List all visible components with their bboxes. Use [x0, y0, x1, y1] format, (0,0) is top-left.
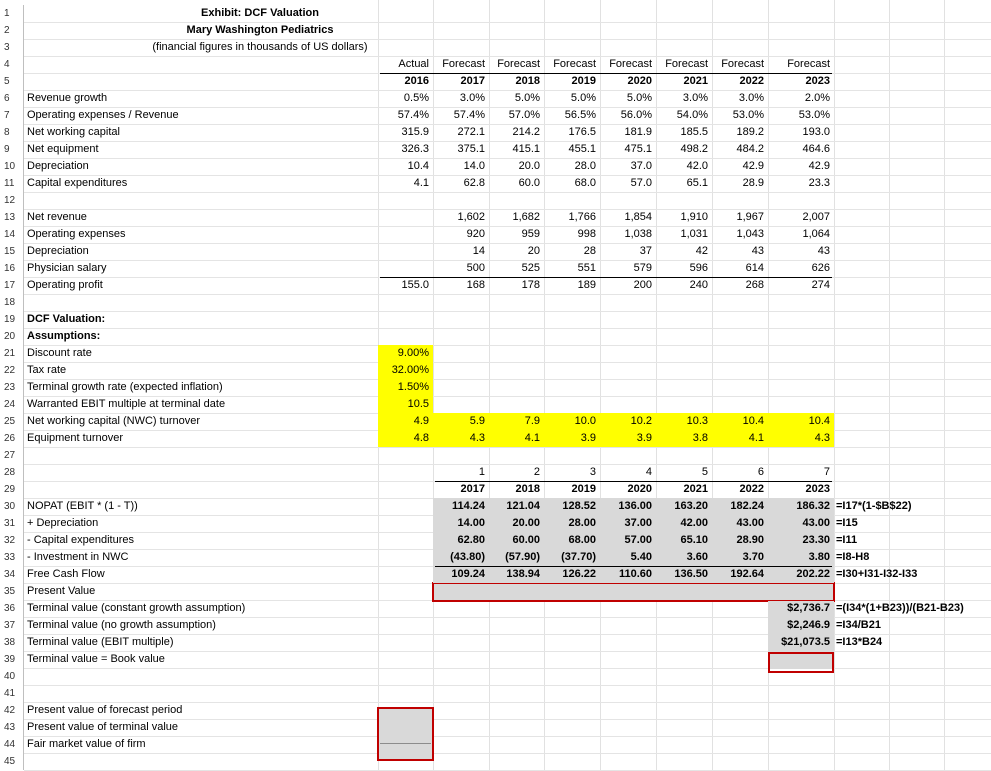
value-cell: 14: [472, 245, 485, 257]
value-cell: 1,031: [680, 228, 708, 240]
value-cell: 475.1: [624, 143, 652, 155]
assumption-input: 32.00%: [391, 364, 429, 376]
value-cell: 3.0%: [682, 92, 708, 104]
row-header[interactable]: 3: [0, 39, 24, 56]
value-cell: 23.3: [808, 177, 830, 189]
row-line: [24, 294, 991, 295]
row-header[interactable]: 11: [0, 175, 24, 192]
value-cell: 551: [577, 262, 596, 274]
turnover-value: 4.9: [413, 415, 429, 427]
value-cell: 1,043: [736, 228, 764, 240]
value-cell: 65.1: [686, 177, 708, 189]
cashflow-label: - Capital expenditures: [27, 534, 135, 546]
value-cell: 2.0%: [804, 92, 830, 104]
summary-label: Present value of forecast period: [27, 704, 183, 716]
formula-note: =I13*B24: [836, 636, 883, 648]
income-label: Physician salary: [27, 262, 107, 274]
terminal-value: $21,073.5: [781, 636, 830, 648]
turnover-value: 4.1: [524, 432, 540, 444]
row-header[interactable]: 29: [0, 481, 24, 498]
terminal-label: Terminal value = Book value: [27, 653, 165, 665]
value-cell: 3.0%: [459, 92, 485, 104]
cashflow-value: 202.22: [796, 568, 830, 580]
row-header[interactable]: 33: [0, 549, 24, 566]
value-cell: 998: [577, 228, 596, 240]
row-header[interactable]: 12: [0, 192, 24, 209]
cashflow-label: - Investment in NWC: [27, 551, 129, 563]
value-cell: 14.0: [463, 160, 485, 172]
row-header[interactable]: 16: [0, 260, 24, 277]
formula-note: =(I34*(1+B23))/(B21-B23): [836, 602, 964, 614]
cashflow-value: (43.80): [450, 551, 485, 563]
income-label: Operating expenses: [27, 228, 126, 240]
subtotal-rule: [380, 277, 832, 278]
value-cell: 498.2: [680, 143, 708, 155]
cashflow-value: 43.00: [736, 517, 764, 529]
value-cell: 42.0: [686, 160, 708, 172]
column-type: Forecast: [553, 58, 596, 70]
value-cell: 272.1: [457, 126, 485, 138]
column-type: Forecast: [721, 58, 764, 70]
column-year: 2019: [571, 75, 596, 87]
value-cell: 500: [466, 262, 485, 274]
row-header[interactable]: 25: [0, 413, 24, 430]
assumption-label: Terminal growth rate (expected inflation): [27, 381, 223, 393]
value-cell: 2,007: [802, 211, 830, 223]
value-cell: 1,766: [568, 211, 596, 223]
cashflow-value: 43.00: [802, 517, 830, 529]
terminal-value: $2,246.9: [787, 619, 830, 631]
cashflow-label: NOPAT (EBIT * (1 - T)): [27, 500, 138, 512]
cashflow-value: 23.30: [802, 534, 830, 546]
value-cell: 54.0%: [676, 109, 708, 121]
cashflow-value: 14.00: [457, 517, 485, 529]
value-cell: 20: [527, 245, 540, 257]
column-year: 2018: [515, 75, 540, 87]
value-cell: 326.3: [401, 143, 429, 155]
row-header[interactable]: 24: [0, 396, 24, 413]
row-line: [24, 685, 991, 686]
period-number: 2: [533, 466, 540, 478]
assumption-input: 1.50%: [397, 381, 429, 393]
row-header[interactable]: 42: [0, 702, 24, 719]
summary-box[interactable]: [377, 707, 434, 761]
turnover-value: 10.4: [808, 415, 830, 427]
cashflow-value: 3.60: [686, 551, 708, 563]
value-cell: 28.0: [574, 160, 596, 172]
value-cell: 415.1: [512, 143, 540, 155]
period-year: 2020: [627, 483, 652, 495]
value-cell: 57.0%: [508, 109, 540, 121]
income-label: Net revenue: [27, 211, 87, 223]
value-cell: 1,854: [624, 211, 652, 223]
turnover-value: 4.1: [748, 432, 764, 444]
input-label: Net equipment: [27, 143, 99, 155]
value-cell: 10.4: [407, 160, 429, 172]
input-label: Revenue growth: [27, 92, 108, 104]
assumptions-heading: Assumptions:: [27, 330, 101, 342]
value-cell: 42: [695, 245, 708, 257]
row-line: [24, 328, 991, 329]
column-type: Forecast: [665, 58, 708, 70]
value-cell: 484.2: [736, 143, 764, 155]
value-cell: 1,682: [512, 211, 540, 223]
value-cell: 28: [583, 245, 596, 257]
value-cell: 176.5: [568, 126, 596, 138]
row-header[interactable]: 38: [0, 634, 24, 651]
period-year: 2021: [683, 483, 708, 495]
row-header[interactable]: 35: [0, 583, 24, 600]
terminal-label: Terminal value (no growth assumption): [27, 619, 216, 631]
cashflow-value: 62.80: [457, 534, 485, 546]
column-type: Forecast: [609, 58, 652, 70]
value-cell: 5.0%: [570, 92, 596, 104]
row-header[interactable]: 22: [0, 362, 24, 379]
cashflow-value: 121.04: [506, 500, 540, 512]
present-value-label: Present Value: [27, 585, 96, 597]
value-cell: 43: [751, 245, 764, 257]
cashflow-value: 136.50: [674, 568, 708, 580]
row-header[interactable]: 44: [0, 736, 24, 753]
row-header[interactable]: 26: [0, 430, 24, 447]
value-cell: 178: [521, 279, 540, 291]
value-cell: 214.2: [512, 126, 540, 138]
value-cell: 0.5%: [403, 92, 429, 104]
assumption-label: Tax rate: [27, 364, 67, 376]
column-type: Forecast: [787, 58, 830, 70]
value-cell: 5.0%: [514, 92, 540, 104]
row-line: [24, 736, 991, 737]
cashflow-value: 60.00: [512, 534, 540, 546]
cashflow-value: (37.70): [561, 551, 596, 563]
row-header[interactable]: 40: [0, 668, 24, 685]
value-cell: 1,910: [680, 211, 708, 223]
row-header[interactable]: 30: [0, 498, 24, 515]
column-type: Forecast: [497, 58, 540, 70]
summary-label: Fair market value of firm: [27, 738, 146, 750]
cashflow-value: 42.00: [680, 517, 708, 529]
column-year: 2016: [404, 75, 429, 87]
formula-note: =I30+I31-I32-I33: [836, 568, 918, 580]
book-value-box[interactable]: [768, 652, 834, 673]
row-line: [24, 345, 991, 346]
value-cell: 53.0%: [732, 109, 764, 121]
value-cell: 4.1: [413, 177, 429, 189]
value-cell: 315.9: [401, 126, 429, 138]
row-header[interactable]: 31: [0, 515, 24, 532]
value-cell: 57.4%: [453, 109, 485, 121]
period-year: 2022: [739, 483, 764, 495]
turnover-label: Net working capital (NWC) turnover: [27, 415, 200, 427]
cashflow-value: 68.00: [568, 534, 596, 546]
value-cell: 43: [817, 245, 830, 257]
row-header[interactable]: 39: [0, 651, 24, 668]
period-year: 2017: [460, 483, 485, 495]
period-number: 1: [478, 466, 485, 478]
formula-note: =I15: [836, 517, 858, 529]
turnover-value: 10.4: [742, 415, 764, 427]
input-label: Operating expenses / Revenue: [27, 109, 179, 121]
row-header[interactable]: 7: [0, 107, 24, 124]
row-header[interactable]: 15: [0, 243, 24, 260]
value-cell: 42.9: [808, 160, 830, 172]
cashflow-value: 110.60: [618, 568, 652, 580]
summary-label: Present value of terminal value: [27, 721, 179, 733]
value-cell: 56.5%: [564, 109, 596, 121]
value-cell: 193.0: [802, 126, 830, 138]
value-cell: 53.0%: [798, 109, 830, 121]
value-cell: 42.9: [742, 160, 764, 172]
value-cell: 200: [633, 279, 652, 291]
terminal-label: Terminal value (constant growth assumption): [27, 602, 246, 614]
row-line: [24, 651, 991, 652]
cashflow-value: 3.70: [742, 551, 764, 563]
row-header[interactable]: 41: [0, 685, 24, 702]
column-year: 2023: [805, 75, 830, 87]
cashflow-value: 128.52: [562, 500, 596, 512]
value-cell: 68.0: [574, 177, 596, 189]
turnover-value: 10.3: [686, 415, 708, 427]
value-cell: 57.0: [630, 177, 652, 189]
value-cell: 155.0: [401, 279, 429, 291]
value-cell: 189: [577, 279, 596, 291]
value-cell: 60.0: [518, 177, 540, 189]
value-cell: 1,038: [624, 228, 652, 240]
formula-note: =I17*(1-$B$22): [836, 500, 912, 512]
period-year: 2023: [805, 483, 830, 495]
cashflow-value: 28.90: [736, 534, 764, 546]
column-year: 2022: [739, 75, 764, 87]
income-label: Operating profit: [27, 279, 103, 291]
row-header[interactable]: 5: [0, 73, 24, 90]
row-header[interactable]: 21: [0, 345, 24, 362]
row-header[interactable]: 43: [0, 719, 24, 736]
value-cell: 1,602: [457, 211, 485, 223]
cashflow-value: 37.00: [624, 517, 652, 529]
present-value-box: [432, 582, 835, 602]
value-cell: 3.0%: [738, 92, 764, 104]
value-cell: 181.9: [624, 126, 652, 138]
units-note: (financial figures in thousands of US dollars): [152, 41, 368, 53]
assumption-input: 9.00%: [397, 347, 429, 359]
cashflow-label: Free Cash Flow: [27, 568, 105, 580]
row-header[interactable]: 17: [0, 277, 24, 294]
value-cell: 28.9: [742, 177, 764, 189]
income-label: Depreciation: [27, 245, 89, 257]
turnover-value: 4.3: [814, 432, 830, 444]
period-number: 5: [701, 466, 708, 478]
column-year: 2020: [627, 75, 652, 87]
row-line: [24, 753, 991, 754]
value-cell: 62.8: [463, 177, 485, 189]
cashflow-value: 65.10: [680, 534, 708, 546]
value-cell: 57.4%: [397, 109, 429, 121]
value-cell: 464.6: [802, 143, 830, 155]
row-header[interactable]: 8: [0, 124, 24, 141]
terminal-label: Terminal value (EBIT multiple): [27, 636, 174, 648]
value-cell: 5.0%: [626, 92, 652, 104]
value-cell: 614: [745, 262, 764, 274]
value-cell: 268: [745, 279, 764, 291]
period-number: 4: [645, 466, 652, 478]
assumption-label: Warranted EBIT multiple at terminal date: [27, 398, 226, 410]
terminal-value: $2,736.7: [787, 602, 830, 614]
cashflow-value: 3.80: [808, 551, 830, 563]
column-year: 2021: [683, 75, 708, 87]
cashflow-value: 5.40: [630, 551, 652, 563]
cashflow-value: 138.94: [506, 568, 540, 580]
row-header[interactable]: 14: [0, 226, 24, 243]
turnover-value: 3.8: [692, 432, 708, 444]
period-number: 3: [589, 466, 596, 478]
row-header[interactable]: 10: [0, 158, 24, 175]
fcf-rule: [435, 566, 832, 567]
row-header[interactable]: 28: [0, 464, 24, 481]
cashflow-value: 57.00: [624, 534, 652, 546]
assumption-label: Discount rate: [27, 347, 92, 359]
row-line: [24, 447, 991, 448]
turnover-value: 10.2: [630, 415, 652, 427]
period-number: 7: [823, 466, 830, 478]
value-cell: 37.0: [630, 160, 652, 172]
row-header[interactable]: 34: [0, 566, 24, 583]
value-cell: 959: [521, 228, 540, 240]
row-header[interactable]: 13: [0, 209, 24, 226]
row-header[interactable]: 6: [0, 90, 24, 107]
value-cell: 240: [689, 279, 708, 291]
value-cell: 20.0: [518, 160, 540, 172]
turnover-label: Equipment turnover: [27, 432, 123, 444]
value-cell: 525: [521, 262, 540, 274]
turnover-value: 7.9: [524, 415, 540, 427]
exhibit-title: Exhibit: DCF Valuation: [201, 7, 319, 19]
dcf-heading: DCF Valuation:: [27, 313, 106, 325]
row-line: [24, 362, 991, 363]
assumption-input: 10.5: [407, 398, 429, 410]
value-cell: 189.2: [736, 126, 764, 138]
value-cell: 37: [639, 245, 652, 257]
turnover-value: 3.9: [580, 432, 596, 444]
formula-note: =I34/B21: [836, 619, 881, 631]
row-line: [24, 311, 991, 312]
row-header[interactable]: 27: [0, 447, 24, 464]
turnover-value: 4.3: [469, 432, 485, 444]
value-cell: 1,064: [802, 228, 830, 240]
value-cell: 455.1: [568, 143, 596, 155]
value-cell: 185.5: [680, 126, 708, 138]
row-header[interactable]: 4: [0, 56, 24, 73]
row-header[interactable]: 9: [0, 141, 24, 158]
cashflow-value: 186.32: [796, 500, 830, 512]
cashflow-value: 114.24: [451, 500, 485, 512]
column-type: Actual: [398, 58, 429, 70]
input-label: Capital expenditures: [27, 177, 128, 189]
row-header[interactable]: 18: [0, 294, 24, 311]
cashflow-value: 163.20: [674, 500, 708, 512]
value-cell: 626: [811, 262, 830, 274]
row-header[interactable]: 23: [0, 379, 24, 396]
row-header[interactable]: 20: [0, 328, 24, 345]
cashflow-value: 192.64: [730, 568, 764, 580]
row-header[interactable]: 37: [0, 617, 24, 634]
row-header[interactable]: 32: [0, 532, 24, 549]
row-line: [24, 668, 991, 669]
column-year: 2017: [460, 75, 485, 87]
value-cell: 168: [466, 279, 485, 291]
cashflow-value: 28.00: [568, 517, 596, 529]
period-year: 2019: [571, 483, 596, 495]
value-cell: 274: [811, 279, 830, 291]
column-type: Forecast: [442, 58, 485, 70]
value-cell: 596: [689, 262, 708, 274]
value-cell: 579: [633, 262, 652, 274]
cashflow-value: 182.24: [730, 500, 764, 512]
turnover-value: 3.9: [636, 432, 652, 444]
value-cell: 375.1: [457, 143, 485, 155]
value-cell: 56.0%: [620, 109, 652, 121]
turnover-value: 4.8: [413, 432, 429, 444]
cashflow-label: + Depreciation: [27, 517, 99, 529]
period-rule: [435, 481, 832, 482]
cashflow-value: 126.22: [562, 568, 596, 580]
cashflow-value: 20.00: [512, 517, 540, 529]
turnover-value: 10.0: [574, 415, 596, 427]
cashflow-value: 136.00: [618, 500, 652, 512]
turnover-value: 5.9: [469, 415, 485, 427]
cashflow-value: 109.24: [451, 568, 485, 580]
row-header[interactable]: 19: [0, 311, 24, 328]
formula-note: =I11: [836, 534, 858, 546]
value-cell: 920: [466, 228, 485, 240]
input-label: Net working capital: [27, 126, 120, 138]
cashflow-value: (57.90): [505, 551, 540, 563]
row-header[interactable]: 1: [0, 5, 24, 22]
period-year: 2018: [515, 483, 540, 495]
header-rule: [380, 73, 832, 74]
company-name: Mary Washington Pediatrics: [186, 24, 334, 36]
period-number: 6: [757, 466, 764, 478]
row-line: [24, 192, 991, 193]
input-label: Depreciation: [27, 160, 89, 172]
row-header[interactable]: 2: [0, 22, 24, 39]
formula-note: =I8-H8: [836, 551, 870, 563]
row-header[interactable]: 36: [0, 600, 24, 617]
row-header[interactable]: 45: [0, 753, 24, 770]
value-cell: 1,967: [736, 211, 764, 223]
